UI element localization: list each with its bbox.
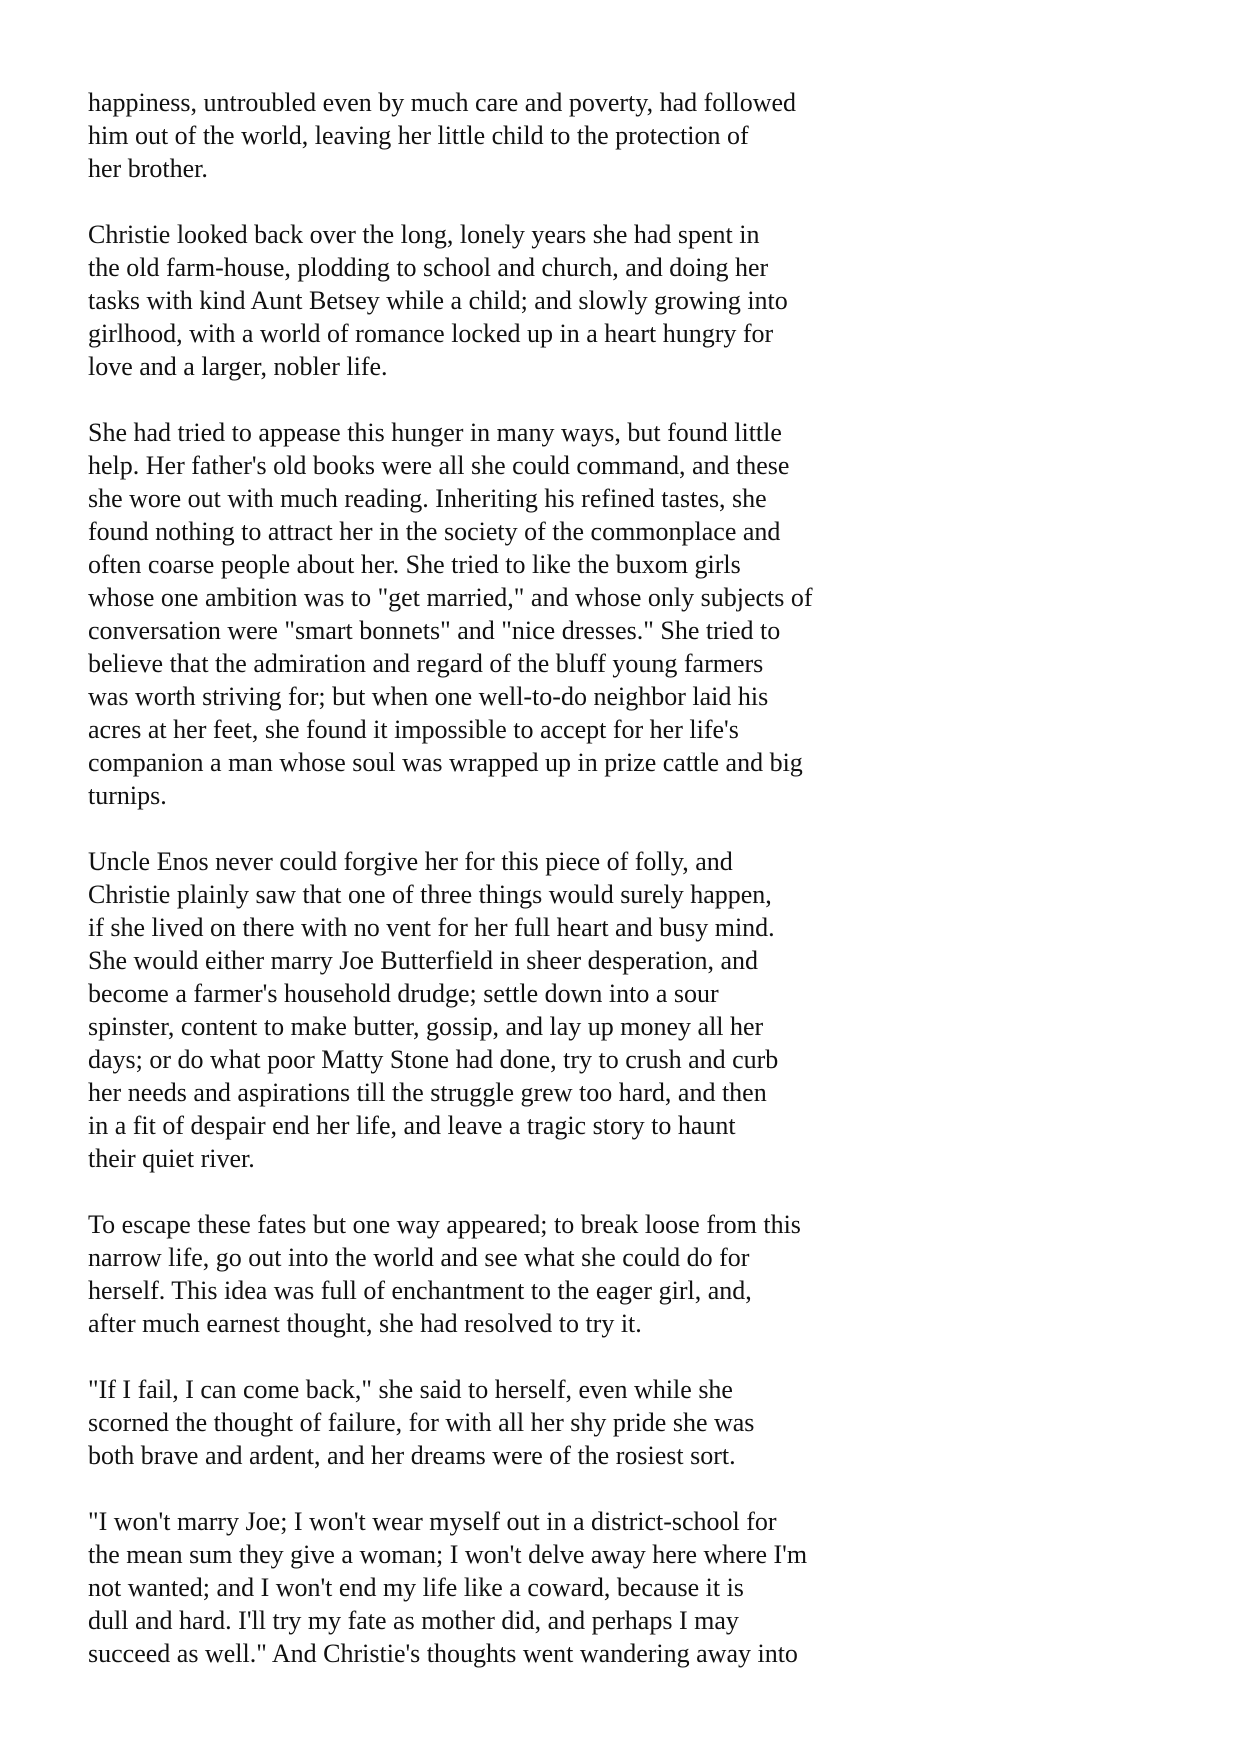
text-line: in a fit of despair end her life, and leave a tragic story to haunt: [88, 1111, 736, 1140]
text-line: scorned the thought of failure, for with all her shy pride she was: [88, 1408, 755, 1437]
text-line: days; or do what poor Matty Stone had done, try to crush and curb: [88, 1045, 779, 1074]
text-line: She had tried to appease this hunger in many ways, but found little: [88, 418, 782, 447]
text-line: Christie plainly saw that one of three things would surely happen,: [88, 880, 772, 909]
document-page: [88, 86, 1188, 1703]
text-line: not wanted; and I won't end my life like a coward, because it is: [88, 1573, 744, 1602]
text-line: both brave and ardent, and her dreams were of the rosiest sort.: [88, 1441, 736, 1470]
text-line: She would either marry Joe Butterfield in sheer desperation, and: [88, 946, 759, 975]
paragraph: [88, 1208, 1188, 1340]
text-line: herself. This idea was full of enchantment to the eager girl, and,: [88, 1276, 752, 1305]
text-line: turnips.: [88, 781, 167, 810]
text-line: companion a man whose soul was wrapped up in prize cattle and big: [88, 748, 803, 777]
text-line: narrow life, go out into the world and see what she could do for: [88, 1243, 750, 1272]
text-line: help. Her father's old books were all she could command, and these: [88, 451, 790, 480]
text-line: believe that the admiration and regard of the bluff young farmers: [88, 649, 764, 678]
text-line: "If I fail, I can come back," she said to herself, even while she: [88, 1375, 733, 1404]
text-line: happiness, untroubled even by much care and poverty, had followed: [88, 88, 797, 117]
text-line: "I won't marry Joe; I won't wear myself out in a district-school for: [88, 1507, 777, 1536]
text-line: their quiet river.: [88, 1144, 255, 1173]
text-line: tasks with kind Aunt Betsey while a child; and slowly growing into: [88, 286, 788, 315]
text-line: conversation were "smart bonnets" and "nice dresses." She tried to: [88, 616, 781, 645]
text-line: whose one ambition was to "get married," and whose only subjects of: [88, 583, 813, 612]
text-line: was worth striving for; but when one well-to-do neighbor laid his: [88, 682, 769, 711]
text-line: love and a larger, nobler life.: [88, 352, 388, 381]
text-line: spinster, content to make butter, gossip, and lay up money all her: [88, 1012, 764, 1041]
text-line: found nothing to attract her in the society of the commonplace and: [88, 517, 781, 546]
text-line: Uncle Enos never could forgive her for this piece of folly, and: [88, 847, 733, 876]
text-line: dull and hard. I'll try my fate as mother did, and perhaps I may: [88, 1606, 739, 1635]
paragraph: [88, 86, 1188, 185]
text-line: To escape these fates but one way appeared; to break loose from this: [88, 1210, 801, 1239]
text-line: if she lived on there with no vent for her full heart and busy mind.: [88, 913, 775, 942]
text-line: Christie looked back over the long, lonely years she had spent in: [88, 220, 760, 249]
text-line: often coarse people about her. She tried to like the buxom girls: [88, 550, 741, 579]
paragraph: [88, 1505, 1188, 1670]
paragraph: [88, 1373, 1188, 1472]
text-line: succeed as well." And Christie's thoughts went wandering away into: [88, 1639, 798, 1668]
text-line: the old farm-house, plodding to school and church, and doing her: [88, 253, 769, 282]
text-line: her needs and aspirations till the struggle grew too hard, and then: [88, 1078, 767, 1107]
text-line: him out of the world, leaving her little child to the protection of: [88, 121, 749, 150]
paragraph: [88, 218, 1188, 383]
paragraph: [88, 416, 1188, 812]
text-line: she wore out with much reading. Inheriting his refined tastes, she: [88, 484, 767, 513]
text-line: the mean sum they give a woman; I won't delve away here where I'm: [88, 1540, 808, 1569]
paragraph: [88, 845, 1188, 1175]
text-line: after much earnest thought, she had resolved to try it.: [88, 1309, 642, 1338]
text-line: become a farmer's household drudge; settle down into a sour: [88, 979, 719, 1008]
text-line: girlhood, with a world of romance locked up in a heart hungry for: [88, 319, 774, 348]
text-line: her brother.: [88, 154, 208, 183]
text-line: acres at her feet, she found it impossible to accept for her life's: [88, 715, 739, 744]
